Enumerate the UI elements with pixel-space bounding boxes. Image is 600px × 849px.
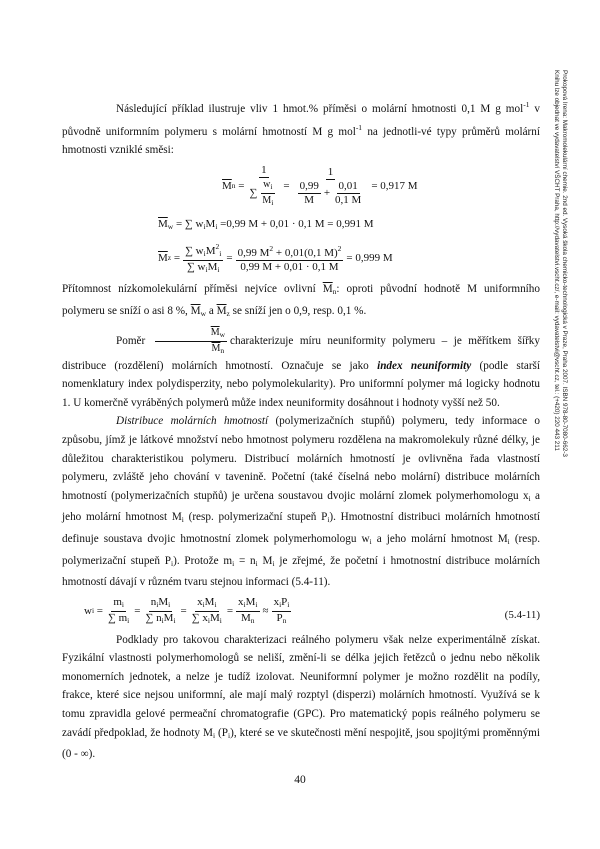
equation-number: (5.4-11) [504,608,540,621]
citation-line-1: Prokopová Irena: Makromolekulární chemie. 2nd ed. Vysoká škola chemicko-technologická v Praze, Praha 2007. ISBN 978-80-7080-662-3 [561,70,568,457]
page-number: 40 [294,774,306,786]
paragraph-intro: Následující příklad ilustruje vliv 1 hmot.% příměsi o molární hmotnosti 0,1 M g mol$^{-1}$ v původně uniformním polymeru s molární hmotností M g mol$^{-1}$ na jednotli-vé typy průměrů molární hmotnosti vzniklé směsi: [62,100,540,157]
paragraph-presence: Přítomnost nízkomolekulární příměsi nejvíce ovlivní $\overline{M}_n$: oproti původní hodnotě M uniformního polymeru se sníží o asi 8 %, $\overline{M}_w$ a $\overline{M}_z$ se sníží jen o 0,9, resp. 0,1 %. [62,283,540,318]
equation-mn: $\overline{M}$ n = 1 ∑ $\frac{w_i}{M_i}$ = 1 $\frac{0,99}{M}$ + $\frac{0,01}{0,1 M}$ = 0,917 M [222,163,418,207]
side-citation [552,70,568,650]
paragraph-experimental: Podklady pro takovou charakterizaci reálného polymeru však nelze experimentálně získat. Fyzikální vlastnosti polymerhomologů se neliší, změní-li se délka jejich řetězců o jednu nebo několik monomerních jednotek, a nelze je tudíž izolovat. Neuniformní polymer je možno rozdělit na podíly, frakce, které sice nejsou uniformní, ale mají malý rozptyl (disperzi) molárních hmotností. Využívá se k tomu zpravidla gelové permeační chromatografie (GPC). Pro matematický popis reálného polymeru se zavádí předpoklad, že hodnoty $M_i$ $(P_i)$, které se ve skutečnosti mění nespojitě, jsou spojitými proměnnými (0 - ∞). [62,633,540,761]
citation-line-2: Knihu lze objednat ve vydavatelství VŠCHT Praha, http://vydavatelstvi.vscht.cz/, e-mail: vydavatelstvi@vscht.cz, tel.: (+420) 220 443 211 [553,70,560,451]
paragraph-distribution: Distribuce molárních hmotností (polymerizačních stupňů) polymeru, tedy informace o způsobu, jímž je látkové množství nebo hmotnost polymeru rozdělena na makromolekuly různé délky, je důležitou charakteristikou polymeru. Distribucí molárních hmotností je ovlivněna řada vlastností polymeru, zvláště jeho chování v tavenině. Početní (také číselná nebo molární) distribuce molárních hmotností (polymerizačních stupňů) je určena soustavou dvojic molární zlomek polymerhomologu $x_i$ a jeho molární hmotnost $M_i$ (resp. polymerizační stupeň $P_i$). Hmotnostní distribuci molárních hmotností definuje soustava dvojic hmotnostní zlomek polymerhomologu $w_i$ a jeho molární hmotnost $M_i$ (resp. polymerizační stupeň $P_i$). Protože $m_i = n_i$ $M_i$ je zřejmé, že početní i hmotnostní distribuce molárních hmotností dávají v různém tvaru stejnou informaci (5.4-11). [62,415,541,589]
equation-5-4-11: w i = $\frac{m_i}{\sum m_i}$ = $\frac{n_iM_i}{\sum n_iM_i}$ = $\frac{x_iM_i}{\sum x_iM_i}$ = $\frac{x_iM_i}{\overline{M}_n}$ ≈ $\frac{x_iP_i}{\overline{P}_n}$ (5.4-11) [84,595,540,625]
paragraph-ratio: Poměr $\frac{\overline{M}_w}{\overline{M}_n}$ charakterizuje míru neuniformity polymeru – je měřítkem šířky distribuce (rozdělení) molárních hmotností. Označuje se jako index neuniformity (podle starší nomenklatury index polydisperzity, nebo polymolekularity). Pro uniformní polymer má logicky hodnotu 1. U komerčně vyráběných polymerů může index neuniformity dosáhnout i hodnoty vyšší než 50. [62,326,541,409]
page-body [62,96,540,764]
equation-mw: $\overline{M}_w$ = ∑ $w_iM_i =0,99$ M + 0,01 · 0,1 M = 0,991 M [158,217,374,231]
equation-mz: $\overline{M}$ z = $\frac{\sum w_iM^2_i}{\sum w_iM_i}$ = $\frac{0,99 M^2 + 0,01(0,1 M)^2}{0,99 M + 0,01 \cdot 0,1 M}$ = 0,999 M [158,242,393,275]
